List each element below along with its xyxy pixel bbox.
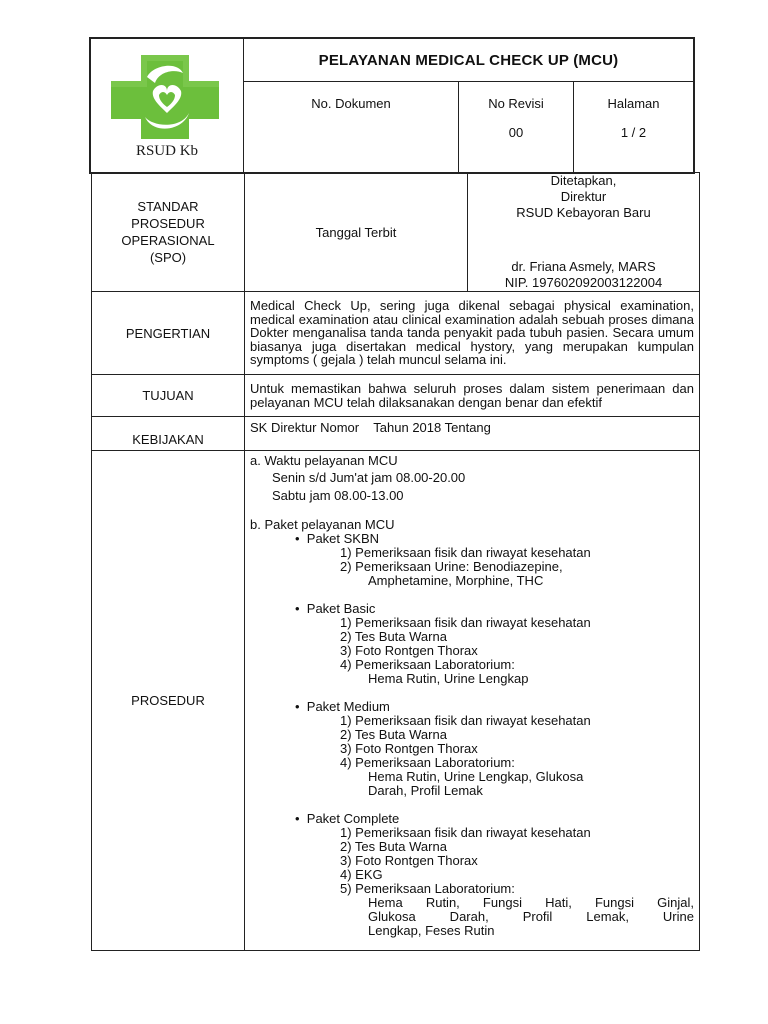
list-item: 1) Pemeriksaan fisik dan riwayat kesehatan xyxy=(340,615,591,630)
tujuan-text: Untuk memastikan bahwa seluruh proses dalam sistem penerimaan dan pelayanan MCU telah dilaksanakan dengan benar dan efektif xyxy=(245,375,700,417)
rsud-logo-icon xyxy=(97,47,237,159)
list-item: 1) Pemeriksaan fisik dan riwayat kesehatan xyxy=(340,545,591,560)
list-item-cont: Hema Rutin, Urine Lengkap, Glukosa xyxy=(368,769,584,784)
document-title: PELAYANAN MEDICAL CHECK UP (MCU) xyxy=(244,38,695,82)
tujuan-label: TUJUAN xyxy=(92,375,245,417)
no-dokumen-label: No. Dokumen xyxy=(311,96,391,111)
kebijakan-text: SK Direktur Nomor Tahun 2018 Tentang xyxy=(245,417,700,451)
halaman-value: 1 / 2 xyxy=(620,125,647,140)
list-item: 1) Pemeriksaan fisik dan riwayat kesehatan xyxy=(340,825,591,840)
paket-skbn-title: • Paket SKBN xyxy=(295,531,380,546)
list-item-cont: Darah, Profil Lemak xyxy=(368,783,483,798)
halaman-cell xyxy=(574,82,695,174)
list-item: 4) Pemeriksaan Laboratorium: xyxy=(340,657,515,672)
list-item: 3) Foto Rontgen Thorax xyxy=(340,741,478,756)
direktur-text: Direktur xyxy=(560,189,607,204)
logo-text: RSUD Kb xyxy=(135,143,199,159)
paket-basic-title: • Paket Basic xyxy=(295,601,376,616)
no-revisi-value: 00 xyxy=(508,125,524,140)
list-item: 3) Foto Rontgen Thorax xyxy=(340,643,478,658)
list-item-cont: Amphetamine, Morphine, THC xyxy=(368,573,544,588)
halaman-label: Halaman xyxy=(607,96,660,111)
pengertian-label: PENGERTIAN xyxy=(92,292,245,375)
rs-name: RSUD Kebayoran Baru xyxy=(516,205,651,220)
spo-label xyxy=(92,173,245,292)
list-item-cont: Glukosa Darah, Profil Lemak, Urine xyxy=(368,909,694,924)
waktu-weekday: Senin s/d Jum'at jam 08.00-20.00 xyxy=(272,470,466,485)
paket-basic-label: Paket Basic xyxy=(306,601,376,616)
list-item: 4) Pemeriksaan Laboratorium: xyxy=(340,755,515,770)
pengertian-text: Medical Check Up, sering juga dikenal sebagai physical examination, medical examination atau clinical examination adalah sebuah proses dimana Dokter menganalisa tanda tanda penyakit pada tubuh pasien. Secara umum biasanya juga disertakan medical hystory, yang merupakan kumpulan symptoms ( gejala ) telah muncul selama ini. xyxy=(245,292,700,375)
director-name: dr. Friana Asmely, MARS xyxy=(511,259,656,274)
ditetapkan-block xyxy=(468,173,700,292)
list-item: 2) Tes Buta Warna xyxy=(340,629,447,644)
list-item-cont: Hema Rutin, Urine Lengkap xyxy=(368,671,529,686)
kebijakan-label: KEBIJAKAN xyxy=(92,417,245,451)
no-revisi-cell xyxy=(459,82,574,174)
list-item: 5) Pemeriksaan Laboratorium: xyxy=(340,881,515,896)
paket-medium-label: Paket Medium xyxy=(306,699,390,714)
waktu-saturday: Sabtu jam 08.00-13.00 xyxy=(272,488,404,503)
tanggal-terbit: Tanggal Terbit xyxy=(245,173,468,292)
spo-label-line: STANDAR xyxy=(137,199,199,214)
prosedur-label: PROSEDUR xyxy=(92,451,245,951)
spo-label-line: PROSEDUR xyxy=(131,216,205,231)
list-item: 2) Pemeriksaan Urine: Benodiazepine, xyxy=(340,559,563,574)
document-header xyxy=(89,37,695,174)
no-dokumen-cell xyxy=(244,82,459,174)
list-item-cont: Lengkap, Feses Rutin xyxy=(368,923,495,938)
ditetapkan-text: Ditetapkan, xyxy=(550,173,617,188)
paket-complete-label: Paket Complete xyxy=(306,811,400,826)
paket-title: b. Paket pelayanan MCU xyxy=(250,517,395,532)
list-item: 2) Tes Buta Warna xyxy=(340,839,447,854)
spo-table xyxy=(91,172,700,951)
spo-label-line: (SPO) xyxy=(149,250,187,265)
paket-medium-title: • Paket Medium xyxy=(295,699,390,714)
director-nip: NIP. 197602092003122004 xyxy=(504,275,663,290)
no-revisi-label: No Revisi xyxy=(488,96,544,111)
waktu-title: a. Waktu pelayanan MCU xyxy=(250,453,398,468)
paket-skbn-label: Paket SKBN xyxy=(306,531,380,546)
spo-label-line: OPERASIONAL xyxy=(121,233,215,248)
list-item-cont: Hema Rutin, Fungsi Hati, Fungsi Ginjal, xyxy=(368,895,694,910)
list-item: 4) EKG xyxy=(340,867,383,882)
logo-cell xyxy=(90,38,244,173)
paket-complete-title: • Paket Complete xyxy=(295,811,400,826)
list-item: 3) Foto Rontgen Thorax xyxy=(340,853,478,868)
prosedur-content xyxy=(245,451,700,951)
list-item: 2) Tes Buta Warna xyxy=(340,727,447,742)
list-item: 1) Pemeriksaan fisik dan riwayat kesehatan xyxy=(340,713,591,728)
